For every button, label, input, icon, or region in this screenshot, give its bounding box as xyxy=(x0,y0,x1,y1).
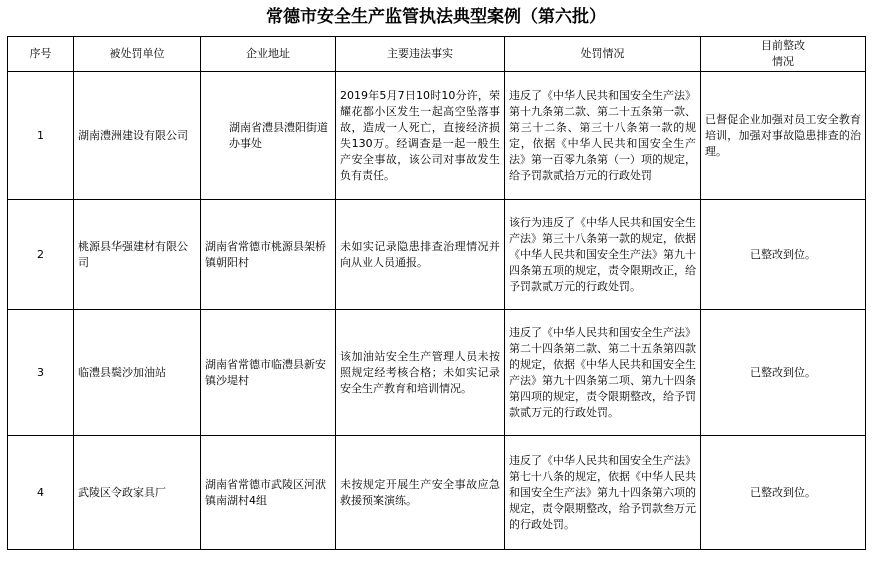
table-row xyxy=(8,72,866,200)
cell-no: 3 xyxy=(8,310,74,436)
cell-penalty: 该行为违反了《中华人民共和国安全生产法》第三十八条第一款的规定，依据《中华人民共和国安全生产法》第九十四条第五项的规定，责令限期改正，给予罚款贰万元的行政处罚。 xyxy=(505,200,701,310)
cell-penalty: 违反了《中华人民共和国安全生产法》第十九条第二款、第二十五条第一款、第三十二条、第三十八条第一款的规定，依据《中华人民共和国安全生产法》第一百零九条第（一）项的规定，给予罚款贰拾万元的行政处罚 xyxy=(505,72,701,200)
cell-unit: 临澧县鬓沙加油站 xyxy=(74,310,201,436)
table-row xyxy=(8,436,866,550)
header-penalty: 处罚情况 xyxy=(505,37,701,72)
cell-facts: 未按规定开展生产安全事故应急救援预案演练。 xyxy=(336,436,505,550)
cell-no: 1 xyxy=(8,72,74,200)
table-row xyxy=(8,310,866,436)
cell-facts: 该加油站安全生产管理人员未按照规定经考核合格；未如实记录安全生产教育和培训情况。 xyxy=(336,310,505,436)
cell-address: 湖南省常德市临澧县新安镇沙堤村 xyxy=(201,310,336,436)
cell-unit: 武陵区令政家具厂 xyxy=(74,436,201,550)
header-address: 企业地址 xyxy=(201,37,336,72)
header-no: 序号 xyxy=(8,37,74,72)
cell-rectify: 已督促企业加强对员工安全教育培训，加强对事故隐患排查的治理。 xyxy=(701,72,866,200)
cell-rectify: 已整改到位。 xyxy=(701,436,866,550)
cell-rectify: 已整改到位。 xyxy=(701,310,866,436)
cases-table xyxy=(7,36,866,550)
cell-unit: 湖南澧洲建设有限公司 xyxy=(74,72,201,200)
cell-no: 2 xyxy=(8,200,74,310)
table-row xyxy=(8,200,866,310)
cell-address: 湖南省澧县澧阳街道办事处 xyxy=(201,72,336,200)
cell-penalty: 违反了《中华人民共和国安全生产法》第二十四条第二款、第二十五条第四款的规定，依据《中华人民共和国安全生产法》第九十四条第二项、第九十四条第四项的规定，责令限期整改，给予罚款贰万元的行政处罚。 xyxy=(505,310,701,436)
cell-unit: 桃源县华强建材有限公司 xyxy=(74,200,201,310)
header-rectify-line2: 情况 xyxy=(772,55,794,68)
header-unit: 被处罚单位 xyxy=(74,37,201,72)
cell-rectify: 已整改到位。 xyxy=(701,200,866,310)
cell-penalty: 违反了《中华人民共和国安全生产法》第七十八条的规定，依据《中华人民共和国安全生产法》第九十四条第六项的规定，责令限期整改，给予罚款叁万元的行政处罚。 xyxy=(505,436,701,550)
cell-no: 4 xyxy=(8,436,74,550)
document-title: 常德市安全生产监管执法典型案例（第六批） xyxy=(266,7,606,27)
header-rectify-line1: 目前整改 xyxy=(761,39,805,52)
header-rectify xyxy=(701,37,866,72)
cell-address: 湖南省常德市桃源县架桥镇朝阳村 xyxy=(201,200,336,310)
table-header-row xyxy=(8,37,866,72)
header-facts: 主要违法事实 xyxy=(336,37,505,72)
cell-facts: 2019年5月7日10时10分许，荣耀花都小区发生一起高空坠落事故，造成一人死亡，直接经济损失130万。经调查是一起一般生产安全事故，该公司对事故发生负有责任。 xyxy=(336,72,505,200)
cell-address: 湖南省常德市武陵区河洑镇南湖村4组 xyxy=(201,436,336,550)
cell-facts: 未如实记录隐患排查治理情况并向从业人员通报。 xyxy=(336,200,505,310)
